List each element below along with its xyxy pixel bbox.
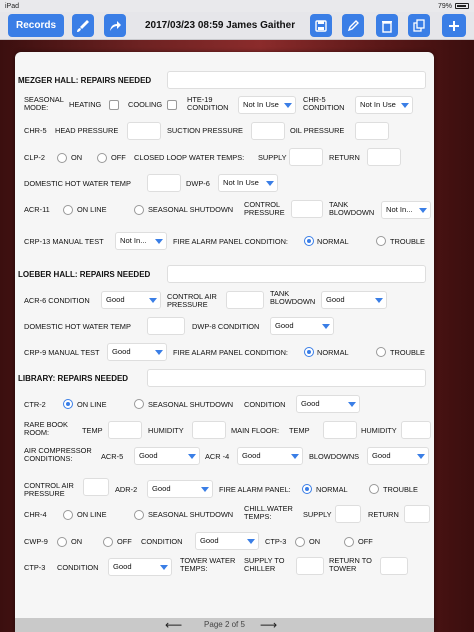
chr5-condition-label: CHR-5 CONDITION: [303, 95, 345, 112]
loeber-control-pressure-input[interactable]: [226, 291, 264, 309]
cooling-checkbox[interactable]: [167, 100, 177, 110]
acr6-select[interactable]: Good: [101, 291, 161, 309]
acr5-select[interactable]: Good: [134, 447, 200, 465]
chill-supply-input[interactable]: [335, 505, 361, 523]
tower-water-label: TOWER WATER TEMPS:: [180, 556, 236, 573]
main-floor-humidity-label: HUMIDITY: [361, 426, 397, 435]
loeber-normal-label: NORMAL: [317, 348, 349, 357]
chill-supply-label: SUPPLY: [303, 510, 332, 519]
rare-book-humidity-label: HUMIDITY: [148, 426, 184, 435]
chr4-shutdown-label: SEASONAL SHUTDOWN: [148, 510, 234, 519]
ctp3-on-radio[interactable]: [295, 537, 305, 547]
save-button[interactable]: [310, 14, 332, 37]
library-title: LIBRARY: REPAIRS NEEDED: [18, 374, 129, 383]
main-floor-temp-label: TEMP: [289, 426, 310, 435]
dwp6-label: DWP-6: [186, 179, 210, 188]
rare-book-label: RARE BOOK ROOM:: [24, 420, 68, 437]
trash-button[interactable]: [376, 14, 398, 37]
ctp3-label: CTP-3: [24, 563, 46, 572]
main-floor-humidity-input[interactable]: [401, 421, 431, 439]
dwp8-label: DWP-8 CONDITION: [192, 322, 260, 331]
share-icon: [108, 19, 122, 33]
acr4-select[interactable]: Good: [237, 447, 303, 465]
cwp9-condition-label: CONDITION: [141, 537, 183, 546]
tank-blowdown-label: TANK BLOWDOWN: [329, 200, 375, 217]
control-pressure-label: CONTROL PRESSURE: [244, 200, 285, 217]
heating-checkbox[interactable]: [109, 100, 119, 110]
chr4-shutdown-radio[interactable]: [134, 510, 144, 520]
head-pressure-label: HEAD PRESSURE: [55, 126, 119, 135]
next-page-arrow[interactable]: ⟶: [260, 618, 278, 632]
chill-return-input[interactable]: [404, 505, 430, 523]
clp2-label: CLP-2: [24, 153, 45, 162]
blowdowns-select[interactable]: Good: [367, 447, 429, 465]
return-tower-input[interactable]: [380, 557, 408, 575]
suction-pressure-label: SUCTION PRESSURE: [167, 126, 243, 135]
page-indicator: Page 2 of 5: [204, 620, 245, 629]
closed-loop-label: CLOSED LOOP WATER TEMPS:: [134, 153, 245, 162]
trash-icon: [380, 19, 394, 33]
cwp9-off-label: OFF: [117, 537, 132, 546]
chr4-label: CHR-4: [24, 510, 47, 519]
add-icon: [447, 19, 461, 33]
clp2-off-radio[interactable]: [97, 153, 107, 163]
adr2-select[interactable]: Good: [147, 480, 213, 498]
chill-return-label: RETURN: [368, 510, 399, 519]
mezger-title: MEZGER HALL: REPAIRS NEEDED: [18, 76, 152, 85]
cwp9-off-radio[interactable]: [103, 537, 113, 547]
crp9-label: CRP-9 MANUAL TEST: [24, 348, 100, 357]
library-trouble-radio[interactable]: [369, 484, 379, 494]
ctp3-on-label: ON: [309, 537, 321, 546]
clp2-on-radio[interactable]: [57, 153, 67, 163]
status-bar: [0, 0, 474, 12]
chr5-condition-select[interactable]: Not In Use: [355, 96, 413, 114]
ctr2-online-radio[interactable]: [63, 399, 73, 409]
form-sheet: [15, 52, 434, 632]
library-normal-label: NORMAL: [316, 485, 348, 494]
library-normal-radio[interactable]: [302, 484, 312, 494]
loeber-normal-radio[interactable]: [304, 347, 314, 357]
oil-pressure-label: OIL PRESSURE: [290, 126, 345, 135]
main-floor-label: MAIN FLOOR:: [231, 426, 280, 435]
mezger-trouble-radio[interactable]: [376, 236, 386, 246]
loeber-trouble-label: TROUBLE: [390, 348, 425, 357]
fire-alarm-panel-label: FIRE ALARM PANEL:: [219, 485, 291, 494]
chill-water-label: CHILL.WATER TEMPS:: [244, 504, 293, 521]
add-button[interactable]: [442, 14, 466, 37]
ctp3-condition-label: CONDITION: [57, 563, 99, 572]
chr5-label: CHR-5: [24, 126, 47, 135]
cwp9-on-radio[interactable]: [57, 537, 67, 547]
battery-icon: [455, 3, 469, 9]
control-air-input[interactable]: [83, 478, 109, 496]
hte19-select[interactable]: Not In Use: [238, 96, 296, 114]
loeber-control-pressure-label: CONTROL AIR PRESSURE: [167, 292, 217, 309]
records-button[interactable]: Records: [8, 14, 64, 37]
device-label: iPad: [5, 2, 20, 10]
dhw-temp-label: DOMESTIC HOT WATER TEMP: [24, 179, 131, 188]
prev-page-arrow[interactable]: ⟵: [165, 618, 183, 632]
cooling-label: COOLING: [128, 100, 163, 109]
edit-icon: [346, 19, 360, 33]
cwp9-label: CWP-9: [24, 537, 48, 546]
closed-loop-return-input[interactable]: [367, 148, 401, 166]
acr11-shutdown-label: SEASONAL SHUTDOWN: [148, 205, 234, 214]
acr11-online-label: ON LINE: [77, 205, 107, 214]
brush-icon: [76, 19, 90, 33]
clp2-on-label: ON: [71, 153, 83, 162]
share-button[interactable]: [104, 14, 126, 37]
cwp9-condition-select[interactable]: Good: [195, 532, 259, 550]
supply-chiller-input[interactable]: [296, 557, 324, 575]
acr4-label: ACR -4: [205, 452, 230, 461]
heating-label: HEATING: [69, 100, 102, 109]
suction-pressure-input[interactable]: [251, 122, 285, 140]
return-tower-label: RETURN TO TOWER: [329, 556, 372, 573]
ctr2-condition-label: CONDITION: [244, 400, 286, 409]
acr11-online-radio[interactable]: [63, 205, 73, 215]
control-air-label: CONTROL AIR PRESSURE: [24, 481, 74, 498]
mezger-fire-alarm-label: FIRE ALARM PANEL CONDITION:: [173, 237, 288, 246]
closed-loop-supply-label: SUPPLY: [258, 153, 287, 162]
blowdowns-label: BLOWDOWNS: [309, 452, 360, 461]
mezger-repairs-input[interactable]: [167, 71, 426, 89]
ctp3-inline-label: CTP-3: [265, 537, 287, 546]
loeber-dhw-temp-input[interactable]: [147, 317, 185, 335]
library-trouble-label: TROUBLE: [383, 485, 418, 494]
toolbar: [0, 12, 474, 40]
supply-chiller-label: SUPPLY TO CHILLER: [244, 556, 285, 573]
rare-book-temp-input[interactable]: [108, 421, 142, 439]
chr4-online-radio[interactable]: [63, 510, 73, 520]
ctp3-condition-select[interactable]: Good: [108, 558, 172, 576]
loeber-tank-blowdown-label: TANK BLOWDOWN: [270, 289, 316, 306]
main-floor-temp-input[interactable]: [323, 421, 357, 439]
acr5-label: ACR-5: [101, 452, 124, 461]
mezger-trouble-label: TROUBLE: [390, 237, 425, 246]
closed-loop-return-label: RETURN: [329, 153, 360, 162]
closed-loop-supply-input[interactable]: [289, 148, 323, 166]
pager: [15, 618, 434, 632]
adr2-label: ADR-2: [115, 485, 138, 494]
crp13-select[interactable]: Not In...: [115, 232, 167, 250]
dwp6-select[interactable]: Not In Use: [218, 174, 278, 192]
ctr2-shutdown-radio[interactable]: [134, 399, 144, 409]
acr11-label: ACR-11: [24, 205, 50, 214]
mezger-normal-radio[interactable]: [304, 236, 314, 246]
copy-icon: [412, 19, 426, 33]
ctr2-label: CTR-2: [24, 400, 46, 409]
chr4-online-label: ON LINE: [77, 510, 107, 519]
crp13-label: CRP-13 MANUAL TEST: [24, 237, 104, 246]
rare-book-humidity-input[interactable]: [192, 421, 226, 439]
ctp3-off-radio[interactable]: [344, 537, 354, 547]
save-icon: [314, 19, 328, 33]
loeber-dhw-temp-label: DOMESTIC HOT WATER TEMP: [24, 322, 131, 331]
edit-button[interactable]: [342, 14, 364, 37]
cwp9-on-label: ON: [71, 537, 83, 546]
ctr2-condition-select[interactable]: Good: [296, 395, 360, 413]
head-pressure-input[interactable]: [127, 122, 161, 140]
acr11-shutdown-radio[interactable]: [134, 205, 144, 215]
library-repairs-input[interactable]: [147, 369, 426, 387]
loeber-fire-alarm-label: FIRE ALARM PANEL CONDITION:: [173, 348, 288, 357]
dhw-temp-input[interactable]: [147, 174, 181, 192]
ctp3-off-label: OFF: [358, 537, 373, 546]
crp9-select[interactable]: Good: [107, 343, 167, 361]
mezger-normal-label: NORMAL: [317, 237, 349, 246]
tank-blowdown-select[interactable]: Not In...: [381, 201, 431, 219]
page-title: 2017/03/23 08:59 James Gaither: [145, 20, 296, 31]
hte19-label: HTE-19 CONDITION: [187, 95, 229, 112]
acr6-label: ACR-6 CONDITION: [24, 296, 90, 305]
loeber-title: LOEBER HALL: REPAIRS NEEDED: [18, 270, 151, 279]
loeber-repairs-input[interactable]: [167, 265, 426, 283]
copy-button[interactable]: [408, 14, 430, 37]
rare-book-temp-label: TEMP: [82, 426, 103, 435]
oil-pressure-input[interactable]: [355, 122, 389, 140]
brush-button[interactable]: [72, 14, 94, 37]
air-compressor-label: AIR COMPRESSOR CONDITIONS:: [24, 446, 92, 463]
dwp8-select[interactable]: Good: [270, 317, 334, 335]
clp2-off-label: OFF: [111, 153, 126, 162]
loeber-trouble-radio[interactable]: [376, 347, 386, 357]
seasonal-mode-label: SEASONAL MODE:: [24, 95, 64, 112]
battery-label: 79%: [437, 2, 452, 10]
ctr2-online-label: ON LINE: [77, 400, 107, 409]
control-pressure-input[interactable]: [291, 200, 323, 218]
loeber-tank-blowdown-select[interactable]: Good: [321, 291, 387, 309]
ctr2-shutdown-label: SEASONAL SHUTDOWN: [148, 400, 234, 409]
